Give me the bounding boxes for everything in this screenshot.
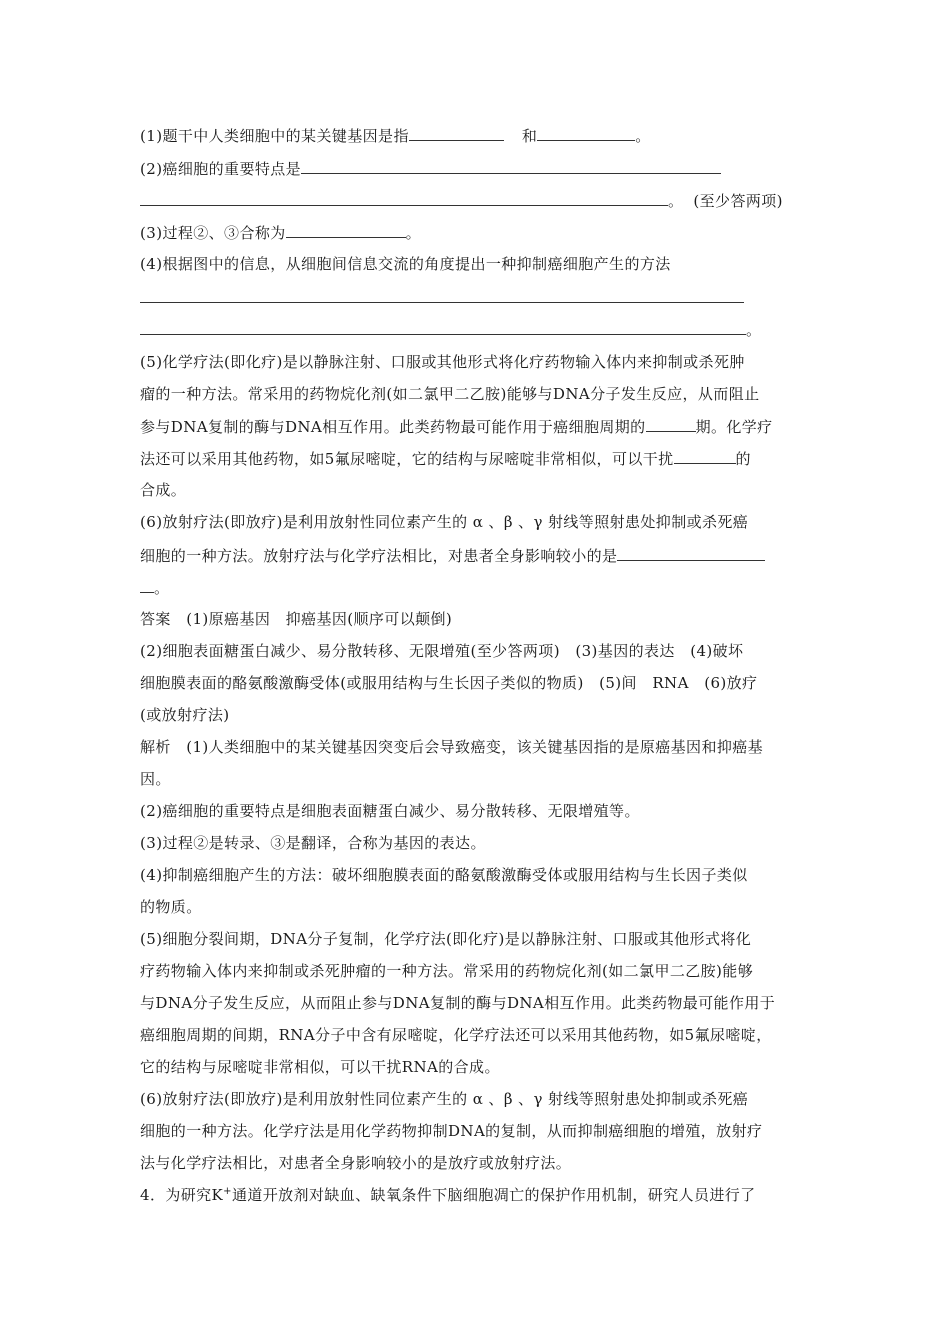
answer-line: (或放射疗法) (140, 706, 230, 724)
analysis-line: (5)细胞分裂间期，DNA分子复制，化学疗法(即化疗)是以静脉注射、口服或其他形式将化 (140, 930, 752, 948)
answer-blank (140, 286, 744, 303)
question-4-next: 4．为研究K+通道开放剂对缺血、缺氧条件下脑细胞凋亡的保护作用机制，研究人员进行了 (140, 1186, 756, 1204)
question-2: (2)癌细胞的重要特点是 (140, 157, 721, 180)
answer-blank (617, 544, 765, 561)
analysis-line: 癌细胞周期的间期，RNA分子中含有尿嘧啶，化学疗法还可以采用其他药物，如5氟尿嘧啶， (140, 1026, 772, 1044)
question-1: (1)题干中人类细胞中的某关键基因是指 和 。 (140, 124, 651, 147)
answer-blank (537, 124, 635, 141)
answer-blank (674, 447, 736, 464)
answer-blank (286, 221, 406, 238)
analysis-line: 它的结构与尿嘧啶非常相似，可以干扰RNA的合成。 (140, 1058, 500, 1076)
answer-blank (646, 415, 696, 432)
answer-blank (140, 318, 746, 335)
analysis-line: (4)抑制癌细胞产生的方法：破坏细胞膜表面的酪氨酸激酶受体或服用结构与生长因子类似 (140, 866, 748, 884)
analysis-line: 疗药物输入体内来抑制或杀死肿瘤的一种方法。常采用的药物烷化剂(如二氯甲二乙胺)能够 (140, 962, 754, 980)
question-6-line: 。 (140, 576, 169, 599)
answer-line: 细胞膜表面的酪氨酸激酶受体(或服用结构与生长因子类似的物质) (5)间 RNA (6)放疗 (140, 674, 758, 692)
answer-line: (2)细胞表面糖蛋白减少、易分散转移、无限增殖(至少答两项) (3)基因的表达 (4)破坏 (140, 642, 744, 660)
analysis-line: 与DNA分子发生反应，从而阻止参与DNA复制的酶与DNA相互作用。此类药物最可能作用于 (140, 994, 776, 1012)
answer-blank (301, 157, 721, 174)
answer-blank (140, 576, 154, 593)
analysis-line: (6)放射疗法(即放疗)是利用放射性同位素产生的 α 、β 、γ 射线等照射患处抑制或杀死癌 (140, 1090, 749, 1108)
question-5-line: 参与DNA复制的酶与DNA相互作用。此类药物最可能作用于癌细胞周期的 期。化学疗 (140, 415, 773, 438)
question-6-line: 细胞的一种方法。放射疗法与化学疗法相比，对患者全身影响较小的是 (140, 544, 765, 567)
analysis-line: 法与化学疗法相比，对患者全身影响较小的是放疗或放射疗法。 (140, 1154, 572, 1172)
question-4-blank: 。 (140, 318, 761, 341)
analysis-line: 因。 (140, 770, 171, 788)
analysis-line: 解析 (1)人类细胞中的某关键基因突变后会导致癌变，该关键基因指的是原癌基因和抑癌基 (140, 738, 764, 756)
question-4-blank (140, 286, 744, 309)
answer-line: 答案 (1)原癌基因 抑癌基因(顺序可以颠倒) (140, 610, 453, 628)
question-4: (4)根据图中的信息，从细胞间信息交流的角度提出一种抑制癌细胞产生的方法 (140, 255, 671, 273)
analysis-line: (2)癌细胞的重要特点是细胞表面糖蛋白减少、易分散转移、无限增殖等。 (140, 802, 640, 820)
analysis-line: 的物质。 (140, 898, 202, 916)
question-3: (3)过程②、③合称为 。 (140, 221, 421, 244)
question-2-cont: 。 (至少答两项) (140, 189, 783, 212)
analysis-line: 细胞的一种方法。化学疗法是用化学药物抑制DNA的复制，从而抑制癌细胞的增殖，放射疗 (140, 1122, 763, 1140)
analysis-line: (3)过程②是转录、③是翻译，合称为基因的表达。 (140, 834, 486, 852)
question-5-line: 法还可以采用其他药物，如5氟尿嘧啶，它的结构与尿嘧啶非常相似，可以干扰 的 (140, 447, 751, 470)
answer-blank (409, 124, 504, 141)
question-5-line: 合成。 (140, 481, 187, 499)
question-5-line: 瘤的一种方法。常采用的药物烷化剂(如二氯甲二乙胺)能够与DNA分子发生反应，从而阻止 (140, 385, 760, 403)
question-5-line: (5)化学疗法(即化疗)是以静脉注射、口服或其他形式将化疗药物输入体内来抑制或杀死肿 (140, 353, 745, 371)
answer-blank (140, 189, 668, 206)
question-6-line: (6)放射疗法(即放疗)是利用放射性同位素产生的 α 、β 、γ 射线等照射患处抑制或杀死癌 (140, 513, 749, 531)
